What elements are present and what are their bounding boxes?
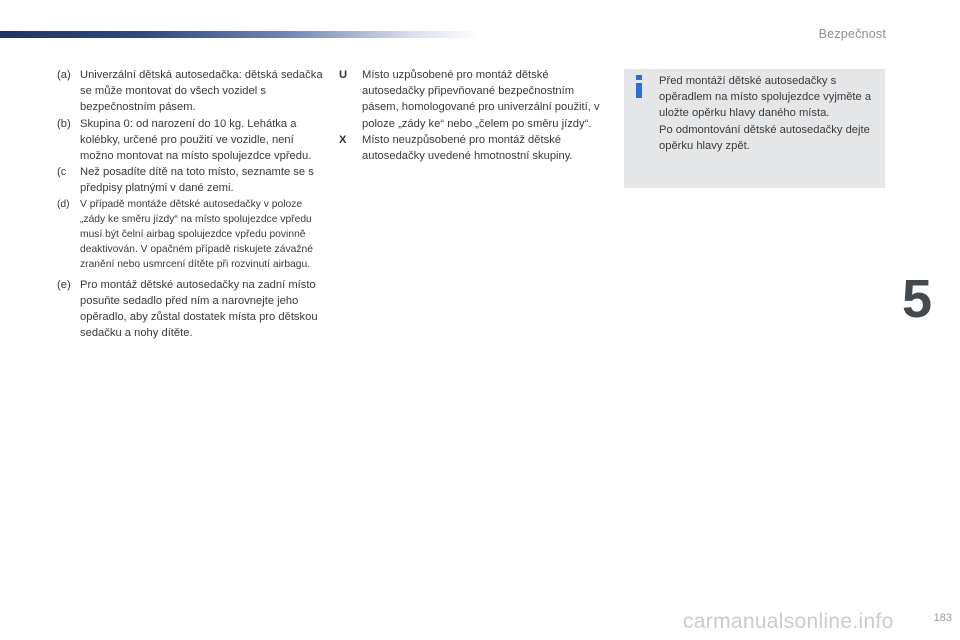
info-box [624,69,885,188]
item-key: (c [57,166,67,179]
info-paragraph: Před montáží dětské autosedačky s opěradlem na místo spolujezdce vyjměte a uložte opěrku hlavy daného místa. [659,75,872,120]
list-item-a [57,67,325,116]
legend-key: U [339,69,348,81]
chapter-number: 5 [902,269,933,329]
list-item-b [57,116,325,165]
legend-item-x [339,132,604,164]
item-text: Skupina 0: od narození do 10 kg. Lehátka a kolébky, určené pro použití ve vozidle, není možno montovat na místo spolujezdce vpředu. [80,117,312,163]
info-text [659,73,881,154]
right-column [339,67,604,164]
list-item-e [57,277,325,342]
header-accent-bar [0,31,480,38]
left-column [57,67,325,341]
legend-key: X [339,133,347,146]
legend-text: Místo uzpůsobené pro montáž dětské autosedačky připevňované bezpečnostním pásem, homologované pro univerzální použití, v poloze „zády ke“ nebo „čelem po směru jízdy“. [362,69,600,130]
list-item-c [57,164,325,196]
info-paragraph: Po odmontování dětské autosedačky dejte opěrku hlavy zpět. [659,123,870,152]
item-key: (b) [57,117,71,130]
legend-item-u [339,67,604,132]
section-title: Bezpečnost [818,27,886,41]
item-key: (d) [57,198,70,210]
info-icon [634,75,644,99]
watermark: carmanualsonline.info [683,610,894,633]
page-number: 183 [933,612,952,624]
item-key: (a) [57,69,71,81]
item-text: Pro montáž dětské autosedačky na zadní místo posuňte sedadlo před ním a narovnejte jeho opěradlo, aby zůstal dostatek místa pro dětskou sedačku a nohy dítěte. [80,278,318,340]
item-text: V případě montáže dětské autosedačky v poloze „zády ke směru jízdy“ na místo spolujezdce vpředu musí být čelní airbag spolujezdce vpředu povinně deaktivován. V opačném případě riskujete závažné zranění nebo usmrcení dítěte při rozvinutí airbagu. [80,198,313,271]
legend-text: Místo neuzpůsobené pro montáž dětské autosedačky uvedené hmotnostní skupiny. [362,133,573,163]
item-key: (e) [57,278,71,291]
list-item-d [57,197,325,273]
item-text: Než posadíte dítě na toto místo, seznamte se s předpisy platnými v dané zemi. [80,166,314,195]
item-text: Univerzální dětská autosedačka: dětská sedačka se může montovat do všech vozidel s bezpečnostním pásem. [80,69,323,114]
